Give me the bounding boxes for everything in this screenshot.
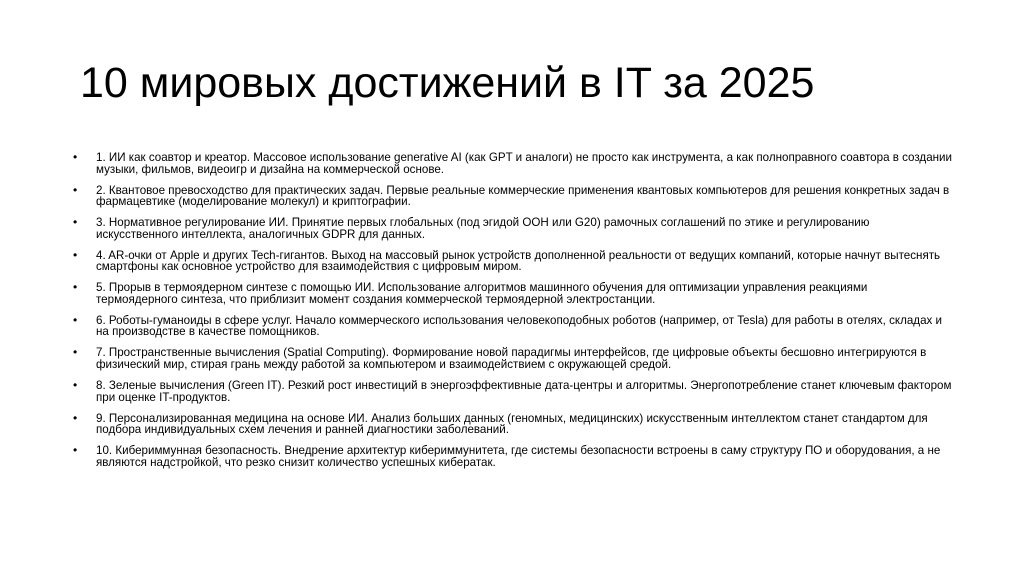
list-item (73, 378, 952, 404)
bullet-icon: • (73, 378, 78, 393)
list-item-text: 1. ИИ как соавтор и креатор. Массовое использование generative AI (как GPT и аналоги) не просто как инструмента, а как полноправного соавтора в создании музыки, фильмов, видеоигр и дизайна на коммерческой основе. (96, 151, 953, 176)
list-item (73, 410, 952, 437)
list-item (73, 150, 953, 176)
bullet-icon: • (73, 215, 78, 230)
list-item-text: 6. Роботы-гуманоиды в сфере услуг. Начало коммерческого использования человекоподобных роботов (например, от Tesla) для работы в отелях, складах и на производстве в качестве помощников. (96, 313, 943, 339)
list-item (73, 345, 952, 372)
list-item (73, 215, 952, 241)
achievements-list (73, 150, 953, 478)
bullet-icon: • (73, 247, 78, 262)
list-item (73, 312, 952, 339)
bullet-icon: • (73, 410, 78, 425)
list-item (73, 280, 952, 306)
list-item (73, 443, 952, 469)
bullet-icon: • (73, 443, 78, 458)
list-item-text: 10. Кибериммунная безопасность. Внедрение архитектур кибериммунитета, где системы безопасности встроены в саму структуру ПО и оборудования, а не являются надстройкой, что резко снизит количество успешных кибератак. (96, 444, 941, 469)
list-item-text: 5. Прорыв в термоядерном синтезе с помощью ИИ. Использование алгоритмов машинного обучения для оптимизации управления реакциями термоядерного синтеза, что приблизит момент создания коммерческой термоядерной электростанции. (96, 281, 868, 306)
bullet-icon: • (73, 182, 78, 197)
list-item-text: 7. Пространственные вычисления (Spatial Computing). Формирование новой парадигмы интерфейсов, где цифровые объекты бесшовно интегрируются в физический мир, стирая грань между работой за компьютером и взаимодействием с окружающей средой. (96, 346, 927, 372)
list-item-text: 4. AR-очки от Apple и других Tech-гигантов. Выход на массовый рынок устройств дополненной реальности от ведущих компаний, которые начнут вытеснять смартфоны как основное устройство для взаимодействия с цифровым миром. (96, 248, 941, 274)
list-item (73, 182, 952, 209)
bullet-icon: • (73, 150, 78, 164)
bullet-icon: • (73, 345, 78, 360)
list-item (73, 247, 952, 274)
list-item-text: 2. Квантовое превосходство для практических задач. Первые реальные коммерческие применения квантовых компьютеров для решения конкретных задач в фармацевтике (моделирование молекул) и криптографии. (96, 183, 950, 209)
list-item-text: 3. Нормативное регулирование ИИ. Принятие первых глобальных (под эгидой ООН или G20) рамочных соглашений по этике и регулированию искусственного интеллекта, аналогичных GDPR для данных. (96, 216, 870, 241)
bullet-icon: • (73, 312, 78, 327)
slide-title: 10 мировых достижений в IT за 2025 (80, 59, 815, 107)
list-item-text: 9. Персонализированная медицина на основе ИИ. Анализ больших данных (геномных, медицинских) искусственным интеллектом станет стандартом для подбора индивидуальных схем лечения и ранней диагностики заболеваний. (96, 411, 928, 437)
bullet-icon: • (73, 280, 78, 295)
list-item-text: 8. Зеленые вычисления (Green IT). Резкий рост инвестиций в энергоэффективные дата-центры и алгоритмы. Энергопотребление станет ключевым фактором при оценке IT-продуктов. (96, 379, 952, 404)
